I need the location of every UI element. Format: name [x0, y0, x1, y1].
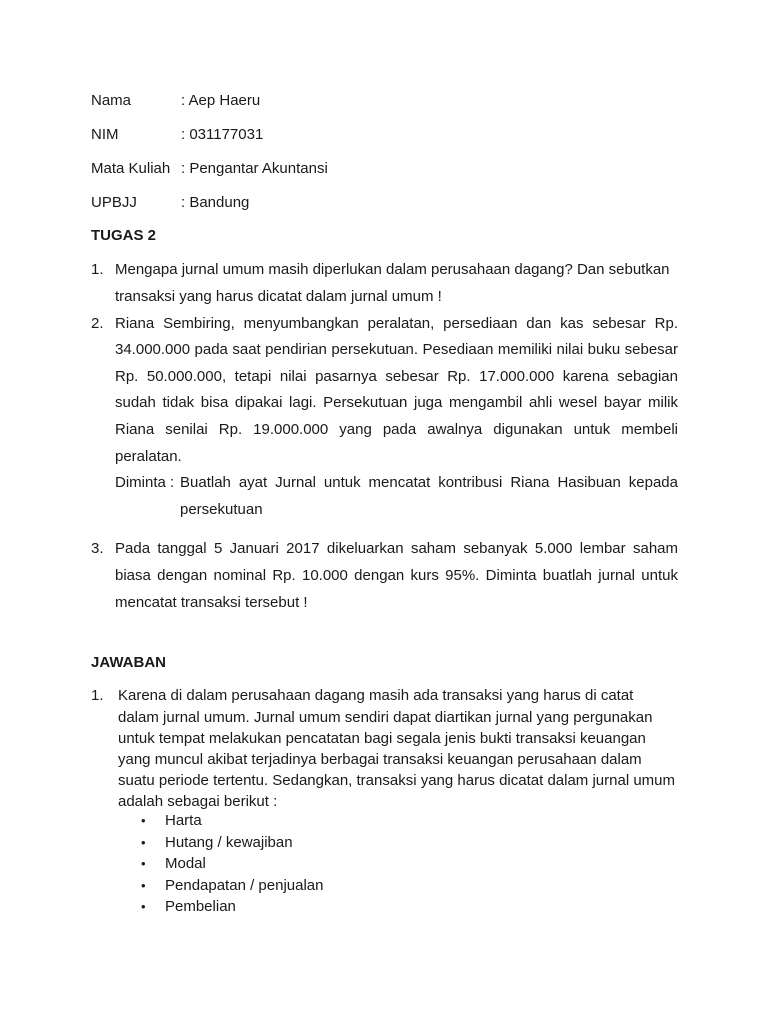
question-2-line: peralatan.	[115, 448, 182, 465]
identity-value: : Aep Haeru	[181, 92, 261, 109]
identity-label: Mata Kuliah	[91, 160, 171, 177]
question-2-line: 34.000.000 pada saat pendirian persekutuan. Pesediaan memiliki nilai buku sebesar	[115, 341, 678, 358]
question-1-line: Mengapa jurnal umum masih diperlukan dalam perusahaan dagang? Dan sebutkan	[115, 261, 670, 278]
identity-value: : Bandung	[181, 194, 250, 211]
bullet-item-modal: Modal	[165, 855, 206, 872]
question-3-line: Pada tanggal 5 Januari 2017 dikeluarkan saham sebanyak 5.000 lembar saham	[115, 540, 678, 557]
question-1-line: transaksi yang harus dicatat dalam jurnal umum !	[115, 288, 442, 305]
question-2-line: sudah tidak bisa dipakai lagi. Persekutuan juga mengambil ahli wesel bayar milik	[115, 394, 678, 411]
identity-label: UPBJJ	[91, 194, 137, 211]
identity-row-upbjj	[91, 193, 249, 213]
question-number: 1.	[91, 261, 104, 278]
answer-1-line: yang muncul akibat terjadinya berbagai transaksi keuangan perusahaan dalam	[118, 751, 642, 768]
identity-row-mata-kuliah	[91, 159, 328, 179]
bullet-icon: •	[141, 835, 146, 850]
question-number: 2.	[91, 315, 104, 332]
identity-value: : 031177031	[181, 126, 264, 143]
answer-number: 1.	[91, 687, 104, 704]
diminta-line: persekutuan	[180, 501, 263, 518]
bullet-icon: •	[141, 878, 146, 893]
identity-value: : Pengantar Akuntansi	[181, 160, 328, 177]
answer-1-line: suatu periode tertentu. Sedangkan, transaksi yang harus dicatat dalam jurnal umum	[118, 772, 675, 789]
question-2-line: Rp. 50.000.000, tetapi nilai pasarnya sebesar Rp. 17.000.000 karena sebagian	[115, 368, 678, 385]
diminta-label: Diminta :	[115, 474, 175, 491]
bullet-item-pendapatan: Pendapatan / penjualan	[165, 877, 324, 894]
answer-1-line: adalah sebagai berikut :	[118, 793, 278, 810]
question-2-line: Riana Sembiring, menyumbangkan peralatan, persediaan dan kas sebesar Rp.	[115, 315, 678, 332]
bullet-item-harta: Harta	[165, 812, 202, 829]
identity-row-nama	[91, 91, 260, 111]
identity-label: NIM	[91, 126, 119, 143]
question-3-line: mencatat transaksi tersebut !	[115, 594, 308, 611]
question-number: 3.	[91, 540, 104, 557]
diminta-line: Buatlah ayat Jurnal untuk mencatat kontribusi Riana Hasibuan kepada	[180, 474, 678, 491]
bullet-item-hutang: Hutang / kewajiban	[165, 834, 293, 851]
bullet-item-pembelian: Pembelian	[165, 898, 236, 915]
question-2-line: Riana senilai Rp. 19.000.000 yang pada awalnya digunakan untuk membeli	[115, 421, 678, 438]
bullet-icon: •	[141, 813, 146, 828]
identity-label: Nama	[91, 92, 132, 109]
answer-1-line: dalam jurnal umum. Jurnal umum sendiri dapat diartikan jurnal yang pergunakan	[118, 709, 653, 726]
jawaban-heading: JAWABAN	[91, 654, 167, 671]
bullet-icon: •	[141, 856, 146, 871]
identity-row-nim	[91, 125, 263, 145]
answer-1-line: Karena di dalam perusahaan dagang masih ada transaksi yang harus di catat	[118, 687, 634, 704]
answer-1-line: untuk tempat melakukan pencatatan bagi segala jenis bukti transaksi keuangan	[118, 730, 646, 747]
bullet-icon: •	[141, 899, 146, 914]
question-3-line: biasa dengan nominal Rp. 10.000 dengan kurs 95%. Diminta buatlah jurnal untuk	[115, 567, 678, 584]
tugas-heading: TUGAS 2	[91, 227, 157, 244]
